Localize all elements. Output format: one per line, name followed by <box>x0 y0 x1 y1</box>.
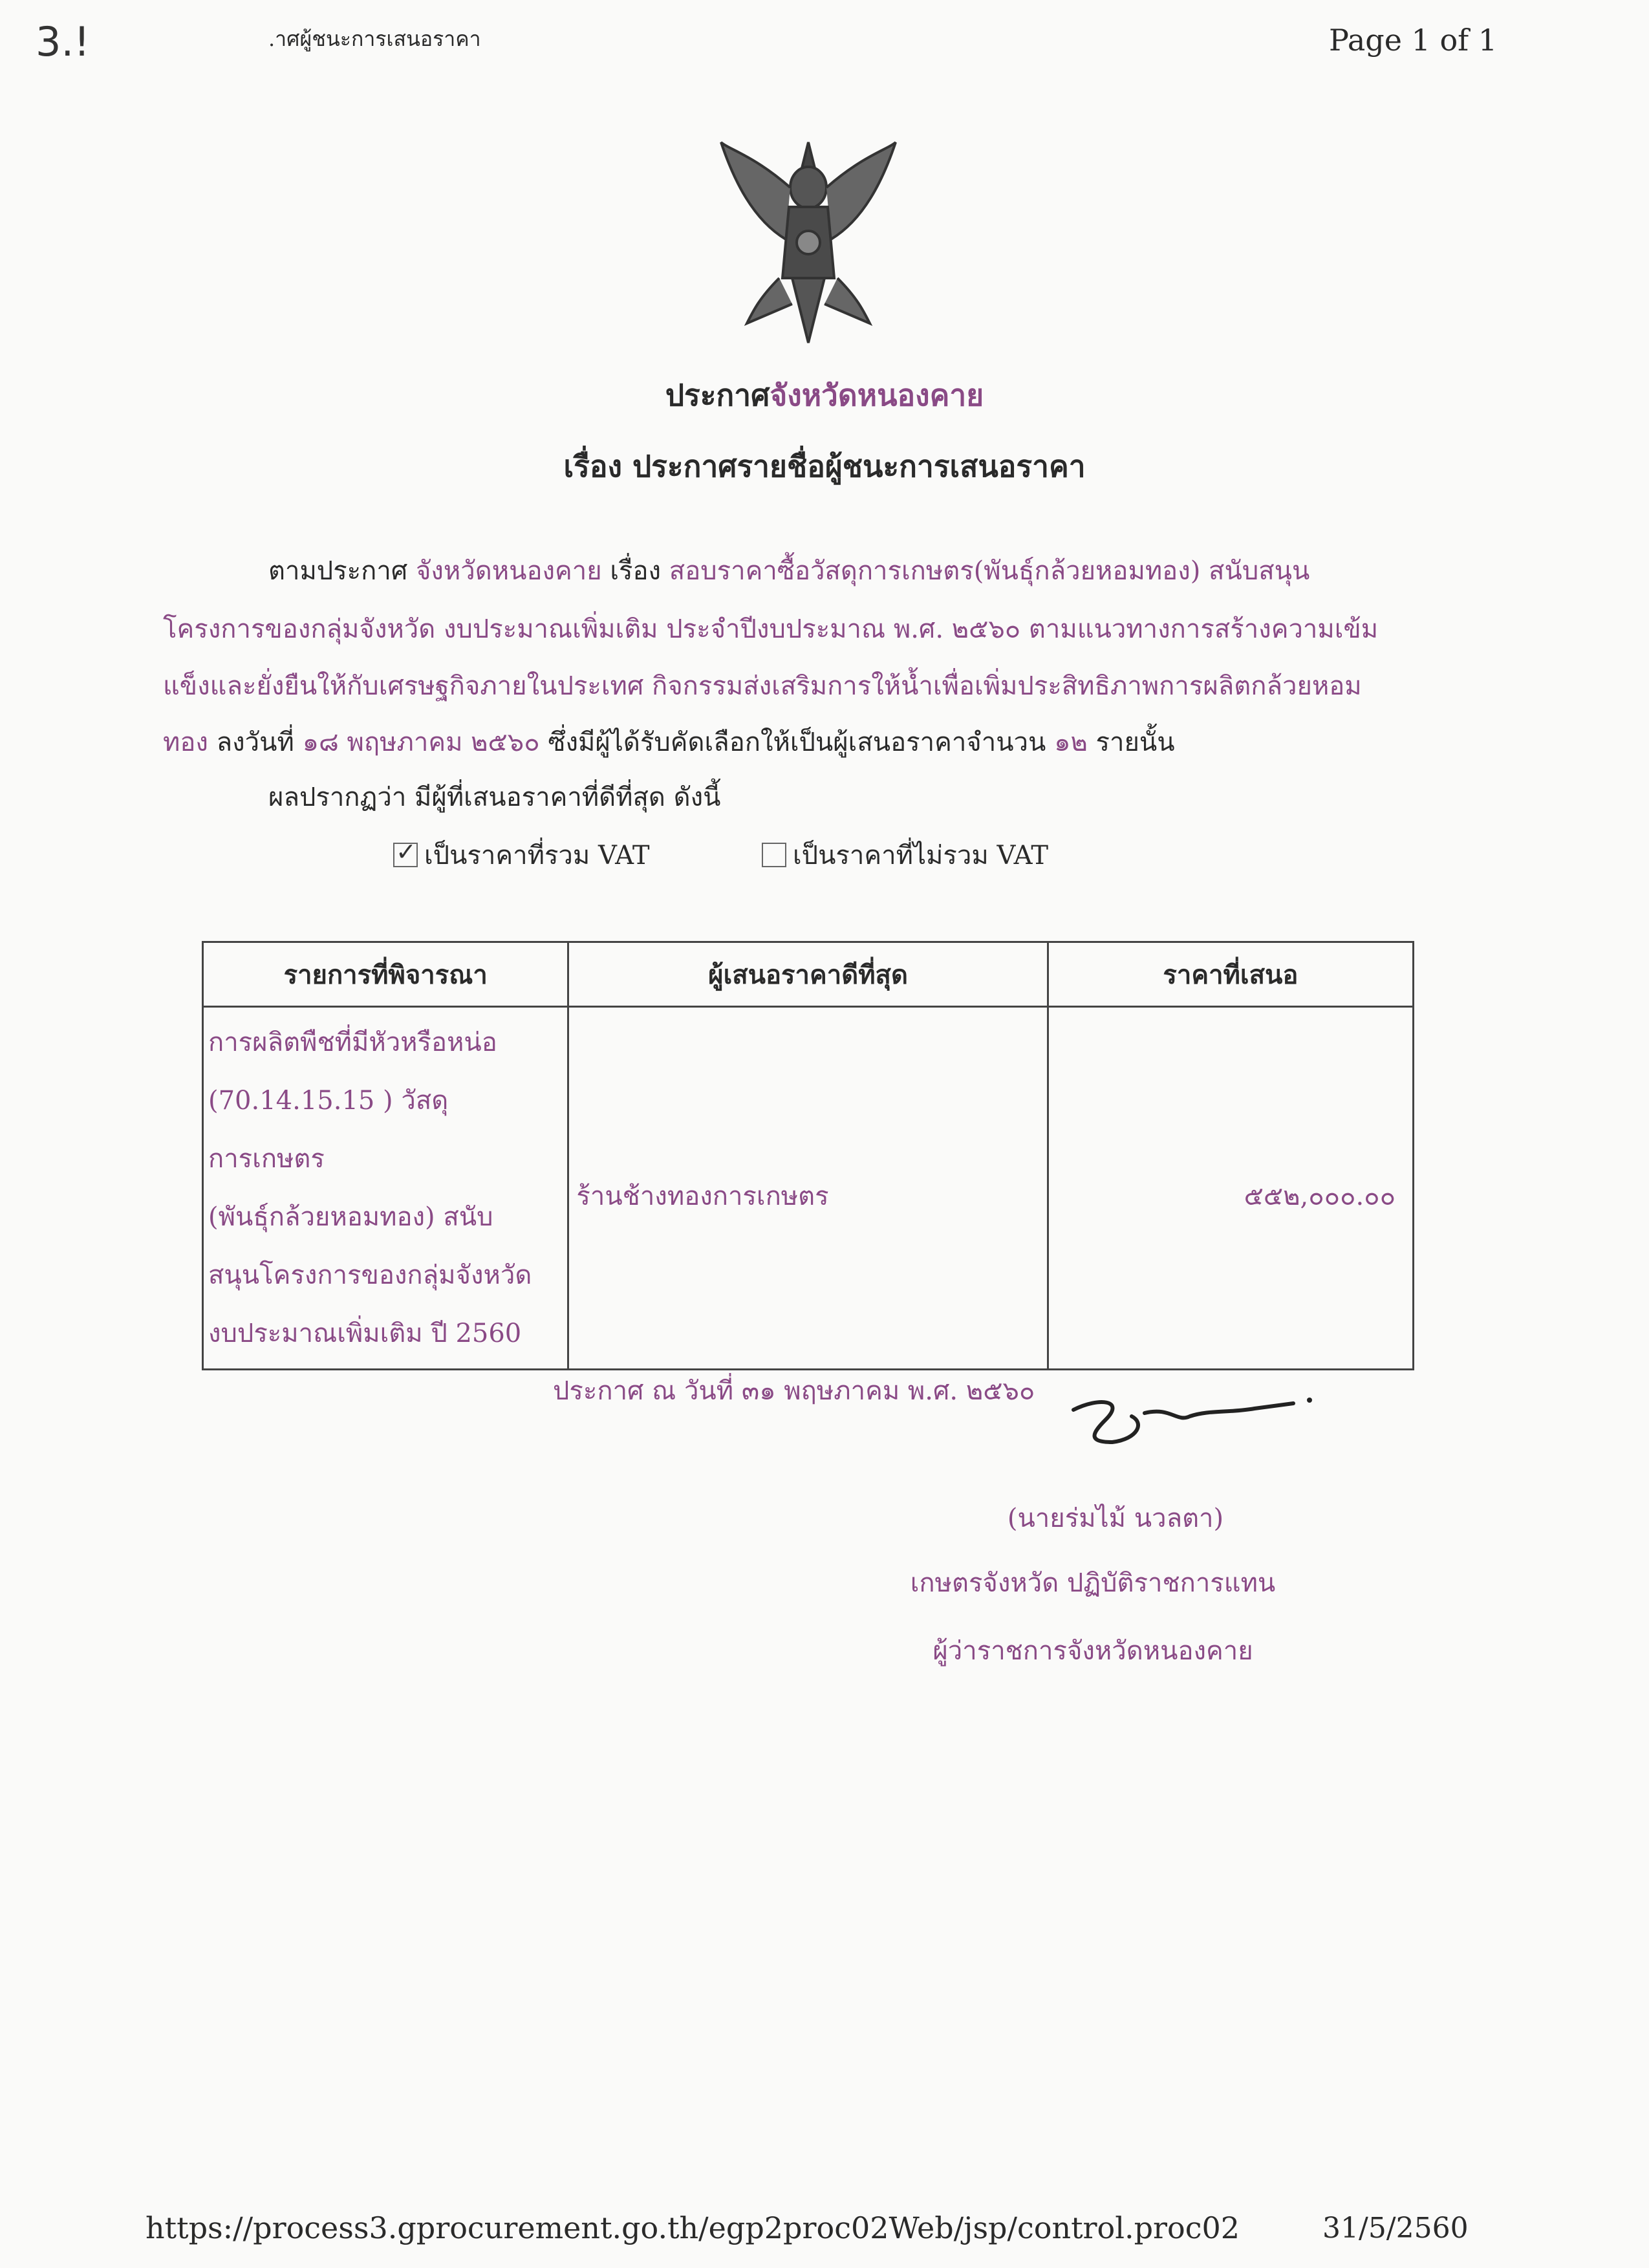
item-line: สนุนโครงการของกลุ่มจังหวัด <box>208 1260 532 1290</box>
vat-included-option[interactable] <box>393 834 650 876</box>
body-line-1 <box>268 550 1310 591</box>
table-row <box>203 1007 1414 1370</box>
title-organization: จังหวัดหนองคาย <box>770 378 984 413</box>
garuda-emblem-icon <box>715 129 902 349</box>
result-table <box>202 941 1414 1370</box>
checkbox-unchecked[interactable] <box>762 843 786 867</box>
signer-position: เกษตรจังหวัด ปฏิบัติราชการแทน <box>910 1568 1276 1598</box>
price-cell <box>1048 1007 1413 1370</box>
body-line-5: ผลปรากฏว่า มีผู้ที่เสนอราคาที่ดีที่สุด ดังนี้ <box>268 783 721 812</box>
header-item: รายการที่พิจารณา <box>203 942 568 1007</box>
body-org: จังหวัดหนองคาย <box>415 556 602 586</box>
item-line: (70.14.15.15 ) วัสดุการเกษตร <box>208 1086 449 1174</box>
title-prefix: ประกาศ <box>665 378 770 413</box>
body-line-2: โครงการของกลุ่มจังหวัด งบประมาณเพิ่มเติม ประจำปีงบประมาณ พ.ศ. ๒๕๖๐ ตามแนวทางการสร้างความเข้ม <box>163 614 1379 644</box>
check-icon: ✓ <box>396 837 416 866</box>
vat-included-label: เป็นราคาที่รวม VAT <box>424 841 650 870</box>
body-project: สอบราคาซื้อวัสดุการเกษตร(พันธุ์กล้วยหอมทอง) สนับสนุน <box>669 556 1310 586</box>
body-text: ซึ่งมีผู้ได้รับคัดเลือกให้เป็นผู้เสนอราคาจำนวน <box>539 728 1055 757</box>
bidder-cell <box>568 1007 1048 1370</box>
item-line: การผลิตพืชที่มีหัวหรือหน่อ <box>208 1028 497 1057</box>
announcement-date: ประกาศ ณ วันที่ ๓๑ พฤษภาคม พ.ศ. ๒๕๖๐ <box>553 1376 1035 1406</box>
body-line-4 <box>163 721 1175 762</box>
body-text: ทอง <box>163 728 208 757</box>
vat-excluded-label: เป็นราคาที่ไม่รวม VAT <box>793 841 1048 870</box>
browser-print-title: .าศผู้ชนะการเสนอราคา <box>268 27 481 51</box>
print-url: https://process3.gprocurement.go.th/egp2proc02Web/jsp/control.proc02 <box>146 2210 1240 2245</box>
signer-name: (นายร่มไม้ นวลตา) <box>1007 1504 1224 1533</box>
body-date: ๑๘ พฤษภาคม ๒๕๖๐ <box>302 728 540 757</box>
signer-governor: ผู้ว่าราชการจังหวัดหนองคาย <box>932 1636 1253 1666</box>
body-text: รายนั้น <box>1087 728 1175 757</box>
body-text: เรื่อง <box>601 556 669 586</box>
bid-price: ๕๕๒,๐๐๐.๐๐ <box>1244 1182 1396 1211</box>
item-line: งบประมาณเพิ่มเติม ปี 2560 <box>208 1319 522 1348</box>
item-line: (พันธุ์กล้วยหอมทอง) สนับ <box>208 1202 493 1232</box>
print-date: 31/5/2560 <box>1322 2212 1469 2245</box>
body-count: ๑๒ <box>1054 728 1088 757</box>
body-line-3: แข็งและยั่งยืนให้กับเศรษฐกิจภายในประเทศ กิจกรรมส่งเสริมการให้น้ำเพื่อเพิ่มประสิทธิภาพการผลิตกล้วยหอม <box>163 671 1362 701</box>
announcement-title <box>0 372 1649 419</box>
item-cell <box>203 1007 568 1370</box>
header-price: ราคาที่เสนอ <box>1048 942 1413 1007</box>
vat-excluded-option[interactable] <box>762 834 1048 876</box>
handwritten-page-number: 3.! <box>36 18 91 65</box>
body-text: ลงวันที่ <box>208 728 303 757</box>
table-header-row <box>203 942 1414 1007</box>
page-indicator: Page 1 of 1 <box>1329 23 1498 58</box>
checkbox-checked[interactable] <box>393 837 418 867</box>
header-bidder: ผู้เสนอราคาดีที่สุด <box>568 942 1048 1007</box>
announcement-subject: เรื่อง ประกาศรายชื่อผู้ชนะการเสนอราคา <box>563 449 1086 484</box>
bidder-name: ร้านช้างทองการเกษตร <box>576 1182 829 1211</box>
body-text: ตามประกาศ <box>268 556 416 586</box>
signature-icon <box>1061 1384 1319 1468</box>
